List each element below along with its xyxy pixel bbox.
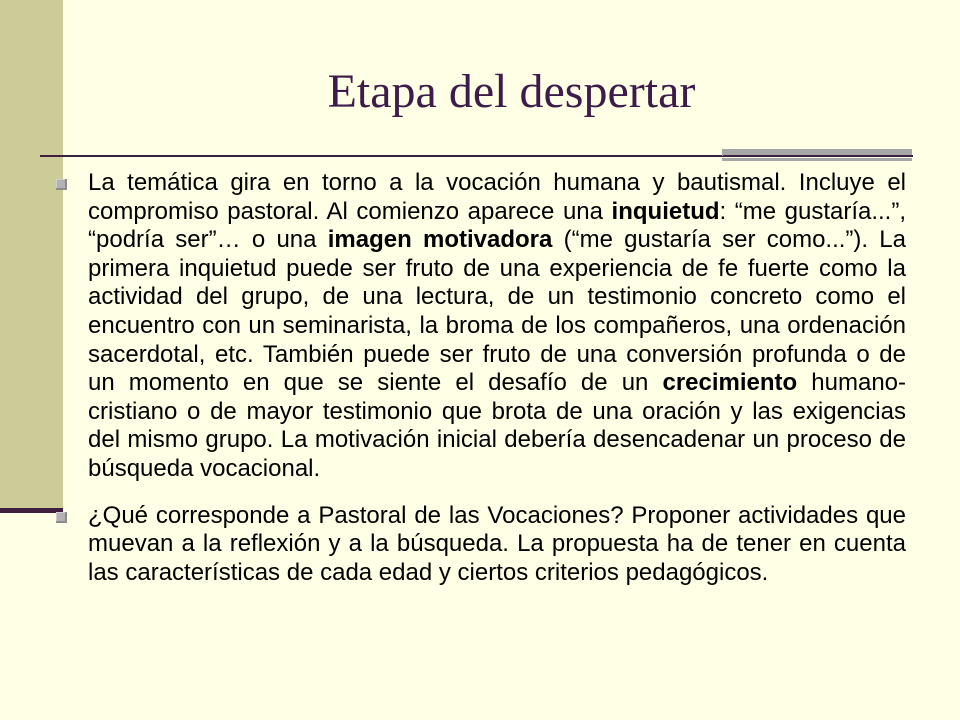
- paragraph-text: [88, 169, 906, 482]
- slide-body: [56, 169, 906, 587]
- bullet-paragraph: [56, 502, 906, 588]
- emphasized-text: imagen motivadora: [327, 226, 553, 254]
- title-divider-accent-lower: [722, 158, 912, 161]
- emphasized-text: inquietud: [611, 197, 720, 225]
- text-run: La temática gira en torno a la vocación humana y bautismal. Incluye el compromiso pastoral. Al comienzo aparece una: [88, 169, 906, 225]
- side-accent-line: [0, 508, 63, 513]
- text-run: humano-cristiano o de mayor testimonio que brota de una oración y las exigencias del mismo grupo. La motivación inicial debería desencadenar un proceso de búsqueda vocacional.: [88, 369, 907, 482]
- emphasized-text: crecimiento: [662, 369, 798, 397]
- title-divider-accent-line: [723, 155, 913, 157]
- text-run: (“me gustaría ser como...”). La primera inquietud puede ser fruto de una experiencia de fe fuerte como la actividad del grupo, de una lectura, de un testimonio concreto como el encuentro con un seminarista, la broma de los compañeros, una ordenación sacerdotal, etc. También puede ser fruto de una conversión profunda o de un momento en que se siente el desafío de un: [88, 226, 907, 397]
- text-run: : “me gustaría...”, “podría ser”… o una: [88, 197, 907, 254]
- text-run: ¿Qué corresponde a Pastoral de las Vocaciones? Proponer actividades que muevan a la reflexión y a la búsqueda. La propuesta ha de tener en cuenta las características de cada edad y ciertos criterios pedagógicos.: [88, 501, 906, 586]
- title-divider: [40, 155, 723, 157]
- square-bullet-icon: [56, 179, 67, 190]
- square-bullet-icon: [56, 512, 67, 523]
- bullet-paragraph: [56, 169, 906, 484]
- side-accent-bar: [0, 0, 63, 510]
- paragraph-text: [88, 502, 906, 586]
- slide-title: Etapa del despertar: [327, 65, 696, 118]
